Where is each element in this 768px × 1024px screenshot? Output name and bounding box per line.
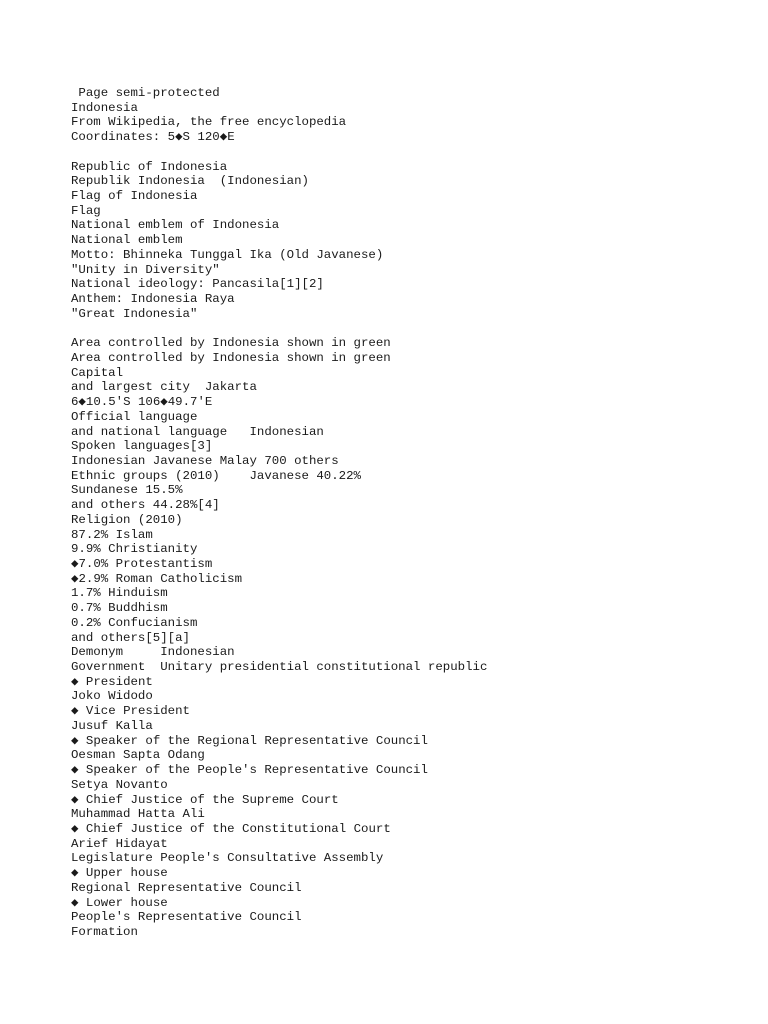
office-label: ◆ President	[71, 674, 153, 689]
protection-notice: Page semi-protected	[71, 86, 220, 100]
official-language-label: Official language	[71, 409, 198, 424]
house-name: Regional Representative Council	[71, 880, 302, 895]
religion-item: 1.7% Hinduism	[71, 586, 168, 601]
officeholder: Jusuf Kalla	[71, 718, 153, 733]
officeholder: Setya Novanto	[71, 777, 168, 792]
motto: Motto: Bhinneka Tunggal Ika (Old Javanese)	[71, 247, 384, 262]
office-label: ◆ Chief Justice of the Constitutional Court	[71, 821, 391, 836]
official-language-value: and national language Indonesian	[71, 424, 324, 439]
religion-item: and others[5][a]	[71, 630, 190, 645]
source-tagline: From Wikipedia, the free encyclopedia	[71, 115, 347, 130]
emblem-label: National emblem	[71, 233, 183, 248]
office-label: ◆ Chief Justice of the Supreme Court	[71, 792, 339, 807]
document-body	[71, 86, 751, 940]
capital-coordinates: 6◆10.5′S 106◆49.7′E	[71, 395, 213, 410]
flag-label: Flag	[71, 203, 101, 218]
house-name: People's Representative Council	[71, 910, 302, 925]
ethnic-groups-item: Sundanese 15.5%	[71, 483, 183, 498]
demonym: Demonym Indonesian	[71, 645, 235, 660]
map-caption: Area controlled by Indonesia shown in green	[71, 336, 391, 351]
coordinates: Coordinates: 5◆S 120◆E	[71, 130, 235, 145]
office-label: ◆ Vice President	[71, 704, 190, 719]
officeholder: Oesman Sapta Odang	[71, 748, 205, 763]
office-label: ◆ Speaker of the People's Representative Council	[71, 763, 428, 778]
capital-value: and largest city Jakarta	[71, 380, 257, 395]
official-name: Republic of Indonesia	[71, 159, 228, 174]
anthem: Anthem: Indonesia Raya	[71, 292, 235, 307]
ethnic-groups: Ethnic groups (2010) Javanese 40.22%	[71, 468, 361, 483]
house-label: ◆ Upper house	[71, 866, 168, 881]
flag-caption: Flag of Indonesia	[71, 189, 198, 204]
officeholder: Arief Hidayat	[71, 836, 168, 851]
house-label: ◆ Lower house	[71, 895, 168, 910]
office-label: ◆ Speaker of the Regional Representative Council	[71, 733, 428, 748]
religion-label: Religion (2010)	[71, 512, 183, 527]
emblem-caption: National emblem of Indonesia	[71, 218, 280, 233]
religion-item: 0.2% Confucianism	[71, 615, 198, 630]
spoken-languages-value: Indonesian Javanese Malay 700 others	[71, 453, 339, 468]
religion-item: 87.2% Islam	[71, 527, 153, 542]
motto-translation: "Unity in Diversity"	[71, 262, 220, 277]
capital-label: Capital	[71, 365, 124, 380]
blank-line	[71, 322, 751, 337]
spoken-languages-label: Spoken languages[3]	[71, 439, 213, 454]
religion-item: 0.7% Buddhism	[71, 601, 168, 616]
article-title: Indonesia	[71, 100, 138, 115]
officeholder: Joko Widodo	[71, 689, 153, 704]
formation-label: Formation	[71, 924, 138, 939]
blank-line	[71, 145, 751, 160]
native-name: Republik Indonesia (Indonesian)	[71, 174, 309, 189]
government: Government Unitary presidential constitutional republic	[71, 660, 488, 675]
national-ideology: National ideology: Pancasila[1][2]	[71, 277, 324, 292]
religion-item: ◆7.0% Protestantism	[71, 557, 213, 571]
officeholder: Muhammad Hatta Ali	[71, 807, 205, 822]
anthem-translation: "Great Indonesia"	[71, 306, 198, 321]
map-caption: Area controlled by Indonesia shown in green	[71, 350, 391, 365]
religion-item: 9.9% Christianity	[71, 542, 198, 557]
legislature: Legislature People's Consultative Assembly	[71, 851, 384, 866]
religion-item: ◆2.9% Roman Catholicism	[71, 571, 243, 586]
ethnic-groups-item: and others 44.28%[4]	[71, 498, 220, 513]
